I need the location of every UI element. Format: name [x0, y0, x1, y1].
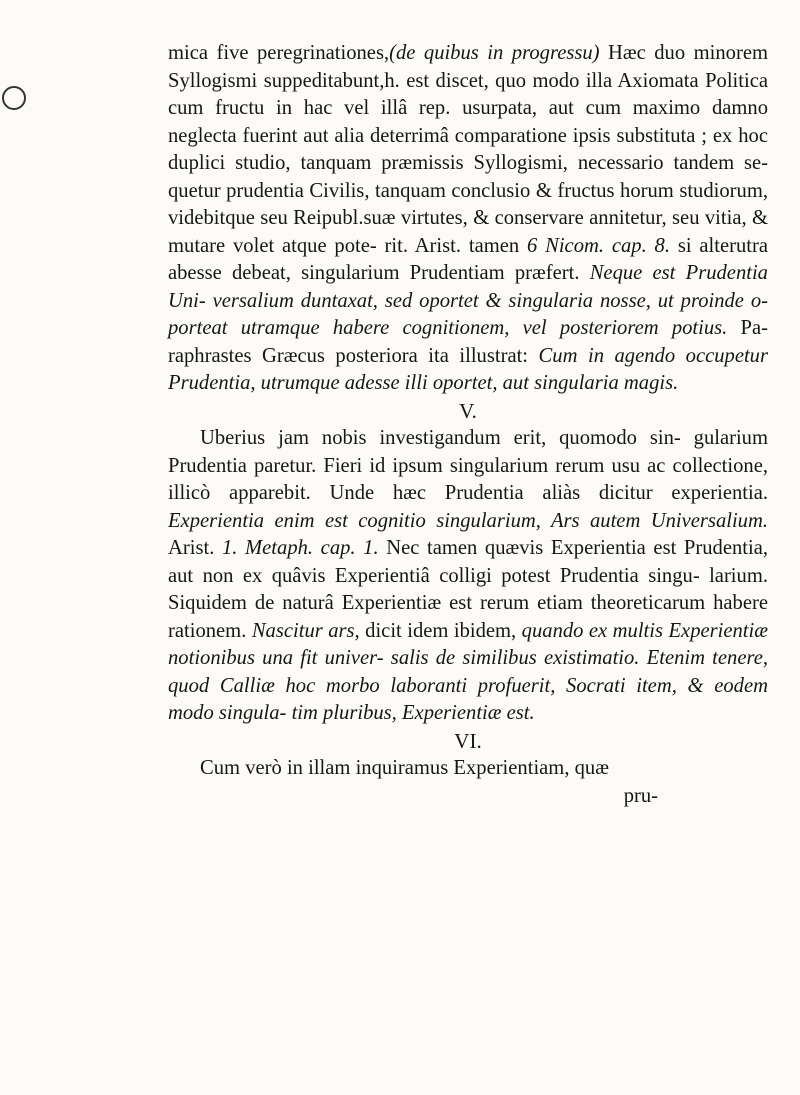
- paragraph-1: mica five peregrinationes,(de quibus in progressu) Hæc duo minorem Syllogismi suppeditabunt,h. est discet, quo modo illa Axiomata Politica cum fructu in hac vel illâ rep. usurpata, aut cum maximo damno neglecta fuerint aut alia deterrimâ comparatione ipsis substituta ; ex hoc duplici studio, tanquam præmissis Syllogismi, necessario tandem se- quetur prudentia Civilis, tanquam conclusio & fructus horum studiorum, videbitque seu Reipubl.suæ virtutes, & conservare annitetur, seu vitia, & mutare volet atque pote- rit. Arist. tamen 6 Nicom. cap. 8. si alterutra abesse debeat, singularium Prudentiam præfert. Neque est Prudentia Uni- versalium duntaxat, sed oportet & singularia nosse, ut proinde o- porteat utramque habere cognitionem, vel posteriorem potius. Pa- raphrastes Græcus posteriora ita illustrat: Cum in agendo occupetur Prudentia, utrumque adesse illi oportet, aut singularia magis.: [168, 42, 768, 394]
- page-text: [168, 40, 768, 810]
- paragraph-3: Cum verò in illam inquiramus Experientiam, quæ: [200, 757, 609, 779]
- margin-circle-mark: [2, 86, 26, 110]
- section-heading-v: V.: [459, 398, 477, 423]
- paragraph-2: Uberius jam nobis investigandum erit, quomodo sin- gularium Prudentia paretur. Fieri id ipsum singularium rerum usu ac collectione, illicò apparebit. Unde hæc Prudentia aliàs dicitur experientia. Experientia enim est cognitio singularium, Ars autem Universalium. Arist. 1. Metaph. cap. 1. Nec tamen quævis Experientia est Prudentia, aut non ex quâvis Experientiâ colligi potest Prudentia singu- larium. Siquidem de naturâ Experientiæ est rerum etiam theoreticarum habere rationem. Nascitur ars, dicit idem ibidem, quando ex multis Experientiæ notionibus una fit univer- salis de similibus existimatio. Etenim tenere, quod Calliæ hoc morbo laboranti profuerit, Socrati item, & eodem modo singula- tim pluribus, Experientiæ est.: [168, 427, 768, 724]
- section-heading-vi: VI.: [454, 728, 482, 753]
- catchword: pru-: [623, 784, 658, 807]
